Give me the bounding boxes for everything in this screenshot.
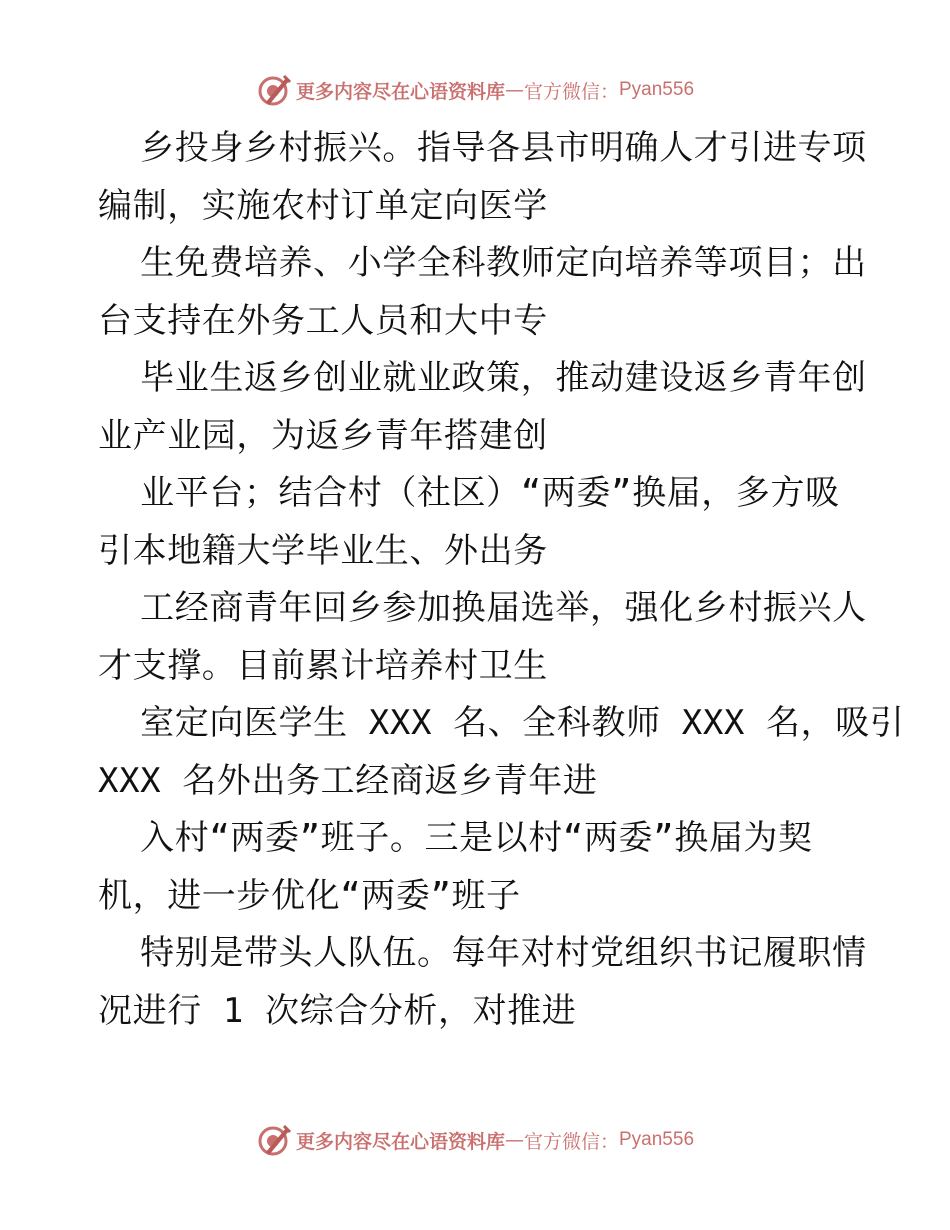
watermark-dash: — xyxy=(504,79,524,101)
body-line: 入村“两委”班子。三是以村“两委”换届为契 xyxy=(98,818,813,858)
body-line: 才支撑。目前累计培养村卫生 xyxy=(98,645,548,686)
watermark-dash: — xyxy=(504,1129,524,1151)
pen-logo-icon xyxy=(256,72,292,108)
watermark-brand: 更多内容尽在心语资料库 xyxy=(295,1130,505,1153)
body-line: 台支持在外务工人员和大中专 xyxy=(98,300,548,341)
body-line: 引本地籍大学毕业生、外出务 xyxy=(98,530,548,571)
body-line: 乡投身乡村振兴。指导各县市明确人才引进专项 xyxy=(98,128,867,168)
body-line: 毕业生返乡创业就业政策，推动建设返乡青年创 xyxy=(98,358,867,398)
body-line: 机，进一步优化“两委”班子 xyxy=(98,875,521,916)
body-line: 编制，实施农村订单定向医学 xyxy=(98,185,548,226)
body-line: 生免费培养、小学全科教师定向培养等项目；出 xyxy=(98,243,867,283)
body-line: 况进行 1 次综合分析，对推进 xyxy=(98,990,577,1031)
watermark-wechat-label: 官方微信： xyxy=(523,1130,619,1153)
header-watermark xyxy=(0,70,950,110)
body-line: 业产业园，为返乡青年搭建创 xyxy=(98,415,548,456)
document-body xyxy=(98,124,905,1044)
watermark-brand: 更多内容尽在心语资料库 xyxy=(295,80,505,103)
body-line: 特别是带头人队伍。每年对村党组织书记履职情 xyxy=(98,933,867,973)
watermark-wechat-label: 官方微信： xyxy=(523,80,619,103)
body-line: XXX 名外出务工经商返乡青年进 xyxy=(98,760,598,801)
footer-watermark xyxy=(0,1120,950,1160)
pen-logo-icon xyxy=(256,1122,292,1158)
body-line: 室定向医学生 XXX 名、全科教师 XXX 名，吸引 xyxy=(98,703,905,743)
body-line: 业平台；结合村（社区）“两委”换届，多方吸 xyxy=(98,473,840,513)
body-line: 工经商青年回乡参加换届选举，强化乡村振兴人 xyxy=(98,588,867,628)
watermark-wechat-id: Pyan556 xyxy=(619,79,695,100)
watermark-wechat-id: Pyan556 xyxy=(619,1129,695,1150)
